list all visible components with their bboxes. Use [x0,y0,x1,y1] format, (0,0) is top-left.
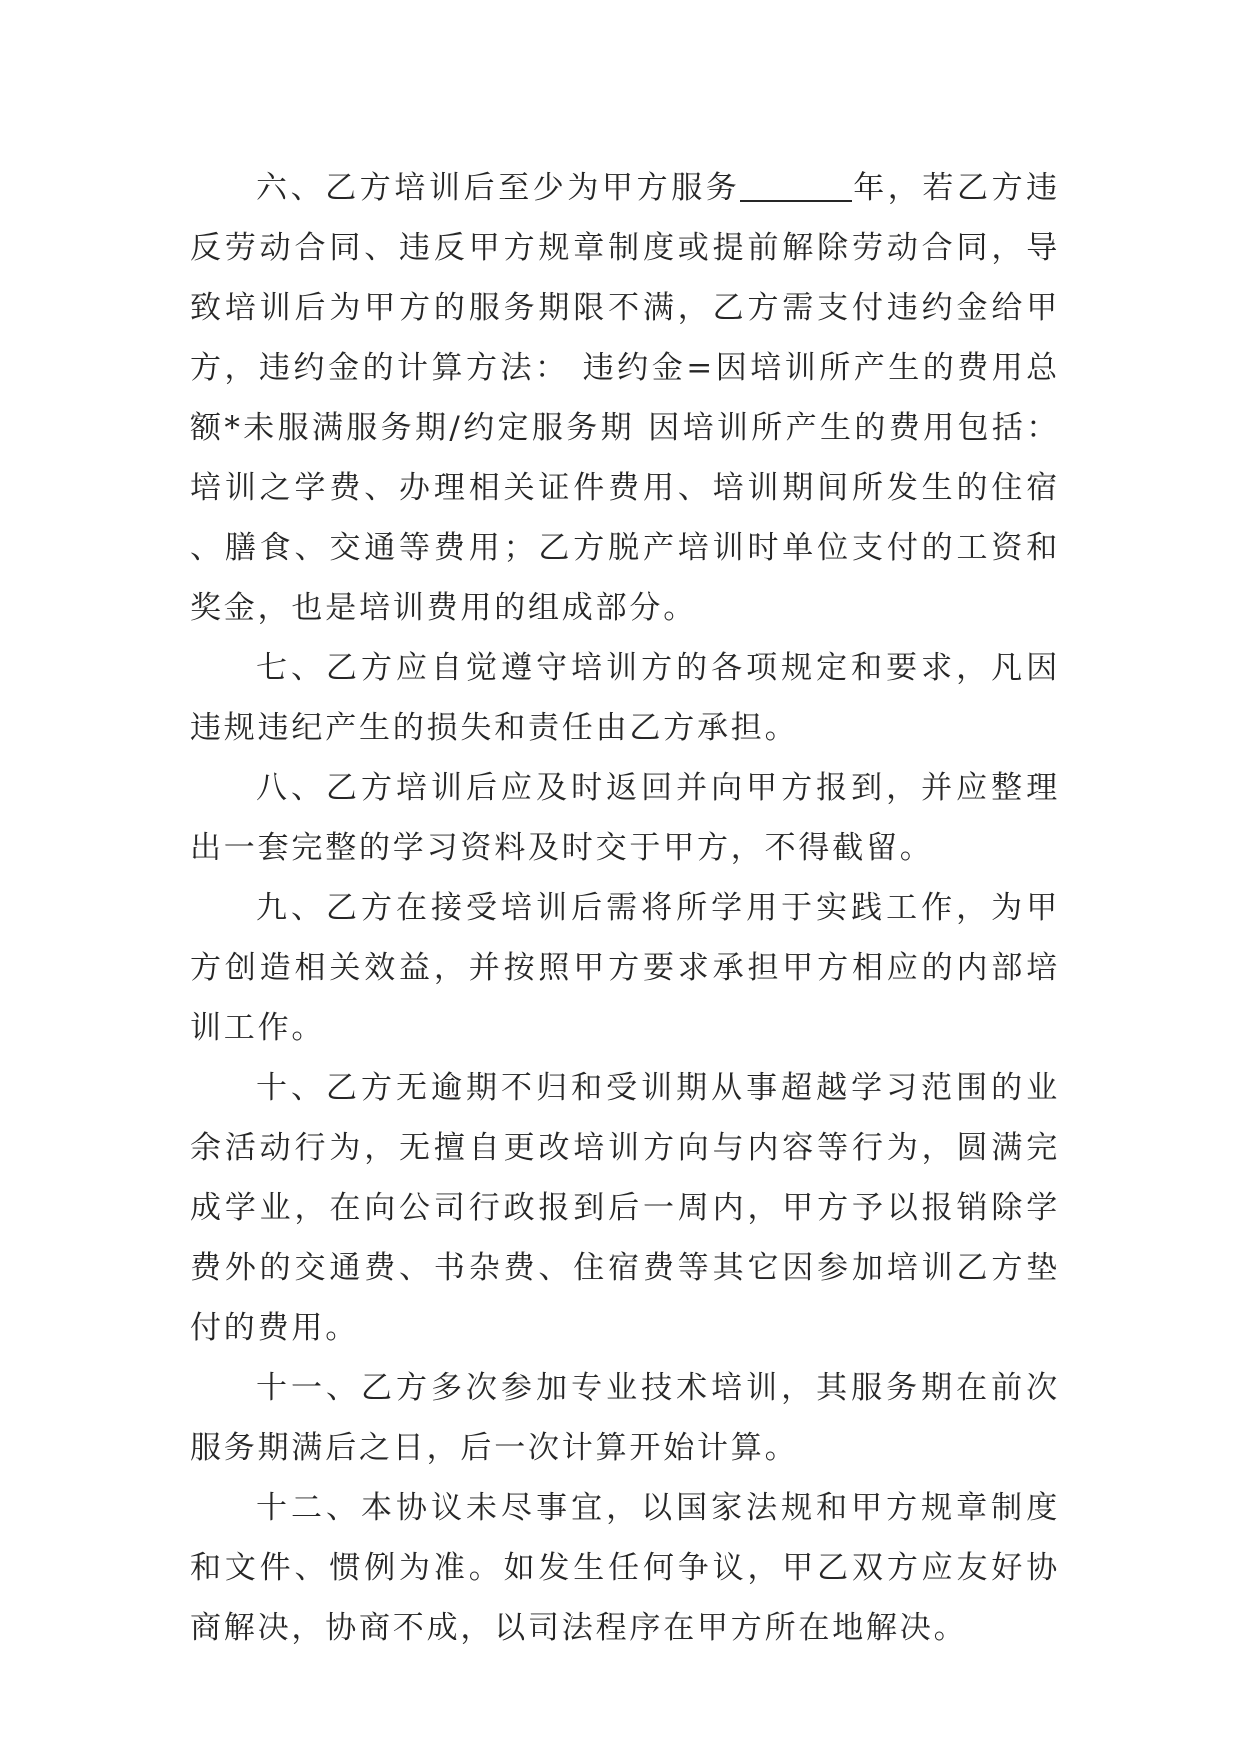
clause-6-text-start: 六、乙方培训后至少为甲方服务 [256,170,741,206]
clause-6-text-rest: 年，若乙方违反劳动合同、违反甲方规章制度或提前解除劳动合同，导致培训后为甲方的服务期限不满，乙方需支付违约金给甲方，违约金的计算方法： 违约金=因培训所产生的费用总额*未服满服务期/约定服务期 因培训所产生的费用包括：培训之学费、办理相关证件费用、培训期间所发生的住宿、膳食、交通等费用；乙方脱产培训时单位支付的工资和奖金，也是培训费用的组成部分。 [190,170,1060,626]
agreement-body [190,158,1060,1658]
clause-7: 七、乙方应自觉遵守培训方的各项规定和要求，凡因违规违纪产生的损失和责任由乙方承担。 [190,650,1060,746]
clause-6 [190,158,1060,638]
clause-9: 九、乙方在接受培训后需将所学用于实践工作，为甲方创造相关效益，并按照甲方要求承担甲方相应的内部培训工作。 [190,890,1060,1046]
clause-8: 八、乙方培训后应及时返回并向甲方报到，并应整理出一套完整的学习资料及时交于甲方，不得截留。 [190,770,1060,866]
clause-10: 十、乙方无逾期不归和受训期从事超越学习范围的业余活动行为，无擅自更改培训方向与内容等行为，圆满完成学业，在向公司行政报到后一周内，甲方予以报销除学费外的交通费、书杂费、住宿费等其它因参加培训乙方垫付的费用。 [190,1070,1060,1346]
service-years-blank [740,169,852,202]
clause-12: 十二、本协议未尽事宜，以国家法规和甲方规章制度和文件、惯例为准。如发生任何争议，甲乙双方应友好协商解决，协商不成，以司法程序在甲方所在地解决。 [190,1490,1060,1646]
clause-11: 十一、乙方多次参加专业技术培训，其服务期在前次服务期满后之日，后一次计算开始计算。 [190,1370,1060,1466]
